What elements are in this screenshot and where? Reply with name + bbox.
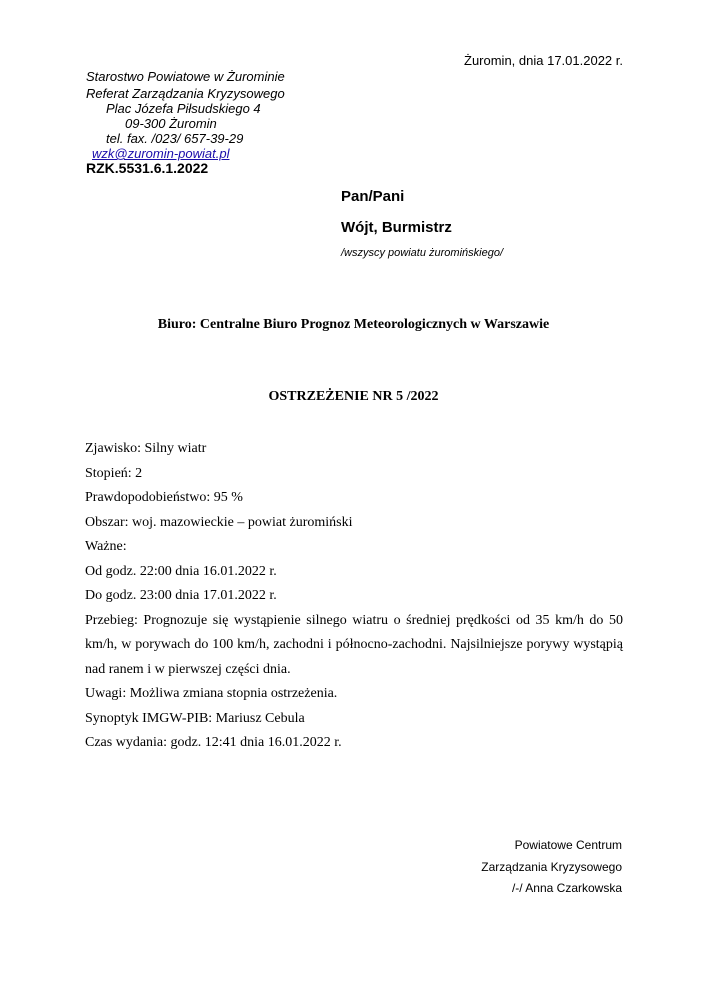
warning-issued-time: Czas wydania: godz. 12:41 dnia 16.01.2022 r. xyxy=(85,735,342,750)
warning-phenomenon: Zjawisko: Silny wiatr xyxy=(85,441,207,456)
case-reference-number: RZK.5531.6.1.2022 xyxy=(86,160,209,176)
sender-email-link[interactable]: wzk@zuromin-powiat.pl xyxy=(92,146,230,161)
bureau-heading: Biuro: Centralne Biuro Prognoz Meteorologicznych w Warszawie xyxy=(157,317,550,332)
warning-valid-from: Od godz. 22:00 dnia 16.01.2022 r. xyxy=(85,563,277,579)
warning-degree: Stopień: 2 xyxy=(85,465,143,481)
warning-body xyxy=(85,437,623,756)
warning-area: Obszar: woj. mazowieckie – powiat żuromiński xyxy=(85,514,353,530)
warning-remarks: Uwagi: Możliwa zmiana stopnia ostrzeżenia. xyxy=(85,686,338,701)
sender-department: Referat Zarządzania Kryzysowego xyxy=(86,86,285,101)
recipient-note: /wszyscy powiatu żuromińskiego/ xyxy=(341,247,504,259)
signature-organization: Powiatowe Centrum xyxy=(514,838,622,852)
warning-course: Przebieg: Prognozuje się wystąpienie silnego wiatru o średniej prędkości od 35 km/h do 50 km/h, w porywach do 100 km/h, zachodni i północno-zachodni. Najsilniejsze porywy wystąpią nad ranem i w pierwszej części dnia. xyxy=(85,612,623,677)
warning-probability: Prawdopodobieństwo: 95 % xyxy=(85,490,243,505)
signature-department: Zarządzania Kryzysowego xyxy=(481,860,622,874)
recipient-salutation: Pan/Pani xyxy=(341,188,405,205)
sender-phone-fax: tel. fax. /023/ 657-39-29 xyxy=(106,131,244,146)
signature-name: /-/ Anna Czarkowska xyxy=(511,881,622,895)
sender-office-name: Starostwo Powiatowe w Żurominie xyxy=(86,69,285,84)
warning-valid-label: Ważne: xyxy=(85,539,127,554)
warning-forecaster: Synoptyk IMGW-PIB: Mariusz Cebula xyxy=(85,710,305,726)
sender-city: 09-300 Żuromin xyxy=(125,116,217,131)
warning-title: OSTRZEŻENIE NR 5 /2022 xyxy=(268,389,439,404)
document-date: Żuromin, dnia 17.01.2022 r. xyxy=(464,53,623,68)
sender-street: Plac Józefa Piłsudskiego 4 xyxy=(106,101,261,116)
warning-valid-to: Do godz. 23:00 dnia 17.01.2022 r. xyxy=(85,588,277,603)
recipient-title: Wójt, Burmistrz xyxy=(341,219,452,236)
